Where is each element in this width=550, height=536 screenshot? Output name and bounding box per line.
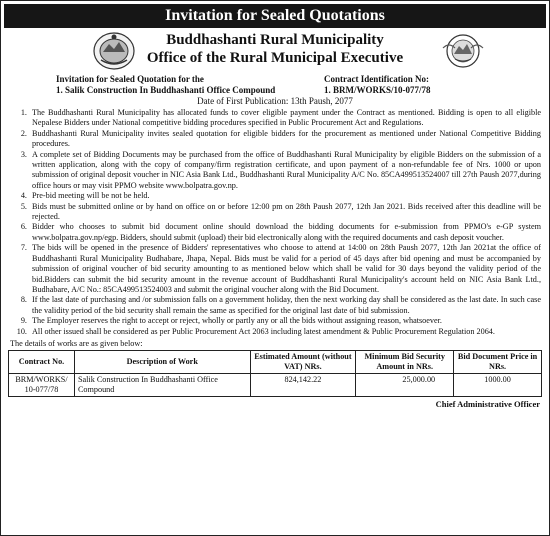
list-item: 9. The Employer reserves the right to accept or reject, wholly or partly any or all the bids without assigning reason, whatsoever. <box>29 316 541 326</box>
list-item: 4. Pre-bid meeting will be not be held. <box>29 191 541 201</box>
works-table <box>8 350 542 397</box>
contract-number: 1. BRM/WORKS/10-077/78 <box>324 85 431 95</box>
table-row <box>9 373 542 396</box>
invitation-line-2: 1. Salik Construction In Buddhashanti Office Compound <box>56 85 276 95</box>
list-item: 6. Bidder who chooses to submit bid document online should download the bidding documents for e-submission from PPMO's e-GP system www.bolpatra.gov.np/egp. Bidders, should submit (upload) their bid electronically along with the required documents and cash deposit voucher. <box>29 222 541 243</box>
list-item: 7. The bids will be opened in the presence of Bidders' representatives who choose to attend at 14:00 on 28th Paush 2077, 12th Jan 2021at the office of Buddhashanti Rural Municipality Budhabare, Jhapa, Nepal. Bids must be valid for a period of 45 days after bid opening and must be accompanied by submission of original voucher of bid security amounting to as mentioned below which shall be valid for 30 days beyond the validity period of the bid.Bidders can submit the bid security amount in the revenue account of Buddhashanti Rural Municipality's account held on NIC Asia Bank Ltd., Budhabare, A/C No.: 85CA499513524003 and submit the original voucher along with the Bid Document. <box>29 243 541 295</box>
table-cell: 824,142.22 <box>250 373 356 396</box>
table-header: Estimated Amount (without VAT) NRs. <box>250 350 356 373</box>
list-item: 10. All other issued shall be considered as per Public Procurement Act 2063 including latest amendment & Public Procurement Regulation 2064. <box>29 327 541 337</box>
details-intro: The details of works are as given below: <box>10 338 143 348</box>
list-item: 1. The Buddhashanti Rural Municipality has allocated funds to cover eligible payment under the Contract as mentioned. Bidding is open to all eligible Nepalese Bidders under National competitive bidding procedures specified in Public Procurement Act and Regulations. <box>29 108 541 129</box>
notice-banner: Invitation for Sealed Quotations <box>4 4 546 28</box>
table-cell: BRM/WORKS/ 10-077/78 <box>9 373 75 396</box>
list-item: 5. Bids must be submitted online or by hand on office on or before 12:00 pm on 28th Paush 2077, 12th Jan 2021. Bids received after this deadline will be rejected. <box>29 202 541 223</box>
invitation-title <box>56 74 275 96</box>
table-header: Description of Work <box>74 350 250 373</box>
conditions-list <box>1 108 549 337</box>
signature: Chief Administrative Officer <box>435 398 540 409</box>
table-cell: Salik Construction In Buddhashanti Office Compound <box>74 373 250 396</box>
office-name: Office of the Rural Municipal Executive <box>146 50 404 66</box>
nepal-emblem-icon <box>93 32 135 70</box>
municipality-name: Buddhashanti Rural Municipality <box>166 32 384 48</box>
municipality-logo-icon <box>439 32 487 70</box>
list-item: 8. If the last date of purchasing and /or submission falls on a government holiday, then the next working day shall be considered as the last date. In such case the validity period of the bid security shall remain the same as specified for the original last date of bid submission. <box>29 295 541 316</box>
table-header: Bid Document Price in NRs. <box>454 350 542 373</box>
invitation-line-1: Invitation for Sealed Quotation for the <box>56 74 204 84</box>
contract-label: Contract Identification No: <box>324 74 429 84</box>
list-item: 3. A complete set of Bidding Documents may be purchased from the office of Buddhashanti Rural Municipality by eligible Bidders on the submission of a written application, along with the copy of company/firm registration certificate, and upon payment of a non-refundable fee of Nrs. 1000 or upon submission of original deposit voucher in NIC Asia Bank Ltd., Buddhashanti Rural Municipality A/C No. 85CA499513524007 till 27th Paush 2077,during office hours or may visit PPMO website www.bolpatra.gov.np. <box>29 150 541 192</box>
table-cell: 25,000.00 <box>356 373 454 396</box>
contract-identification <box>324 74 431 96</box>
reference-row <box>1 72 549 96</box>
notice-header <box>1 28 549 72</box>
table-header: Contract No. <box>9 350 75 373</box>
table-header: Minimum Bid Security Amount in NRs. <box>356 350 454 373</box>
table-cell: 1000.00 <box>454 373 542 396</box>
list-item: 2. Buddhashanti Rural Municipality invites sealed quotation for eligible bidders for the procurement as mentioned under National Competitive Bidding procedures. <box>29 129 541 150</box>
publication-date: Date of First Publication: 13th Paush, 2077 <box>197 96 353 106</box>
table-header-row <box>9 350 542 373</box>
